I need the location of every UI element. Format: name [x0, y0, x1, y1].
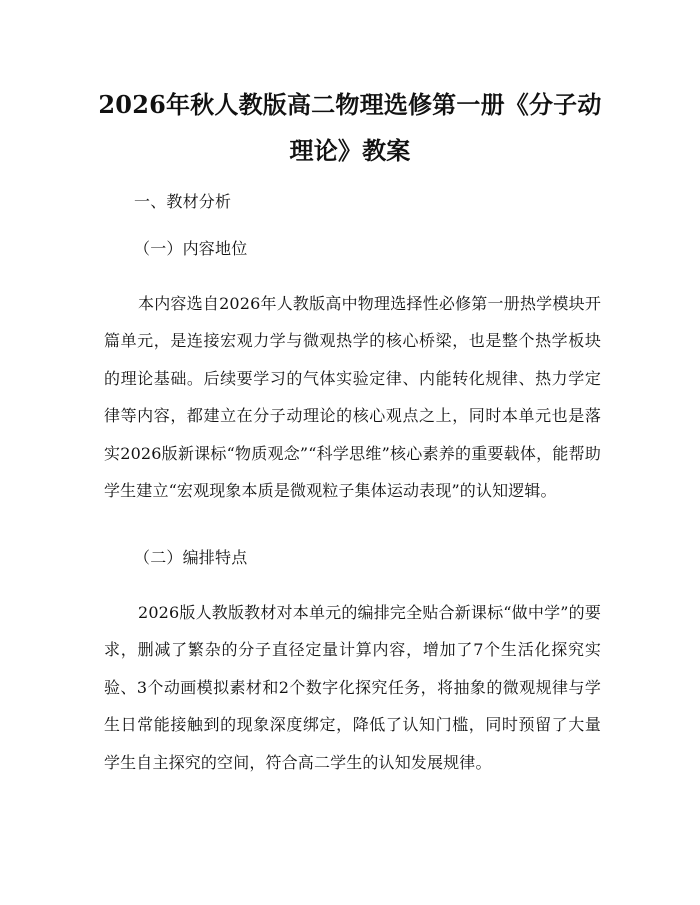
subsection-heading-content-position: （一）内容地位 — [134, 239, 248, 258]
subsection-heading-arrangement-features: （二）编排特点 — [134, 548, 248, 567]
section-heading-teaching-material-analysis: 一、教材分析 — [134, 192, 232, 211]
document-title: 2026年秋人教版高二物理选修第一册《分子动理论》教案 — [98, 90, 602, 165]
paragraph-content-position: 本内容选自2026年人教版高中物理选择性必修第一册热学模块开篇单元，是连接宏观力学与微观热学的核心桥梁，也是整个热学板块的理论基础。后续要学习的气体实验定律、内能转化规律、热力学定律等内容，都建立在分子动理论的核心观点之上，同时本单元也是落实2026版新课标“物质观念”“科学思维”核心素养的重要载体，能帮助学生建立“宏观现象本质是微观粒子集体运动表现”的认知逻辑。 — [104, 294, 601, 501]
paragraph-arrangement-features: 2026版人教版教材对本单元的编排完全贴合新课标“做中学”的要求，删减了繁杂的分子直径定量计算内容，增加了7个生活化探究实验、3个动画模拟素材和2个数字化探究任务，将抽象的微观规律与学生日常能接触到的现象深度绑定，降低了认知门槛，同时预留了大量学生自主探究的空间，符合高二学生的认知发展规律。 — [104, 603, 601, 772]
